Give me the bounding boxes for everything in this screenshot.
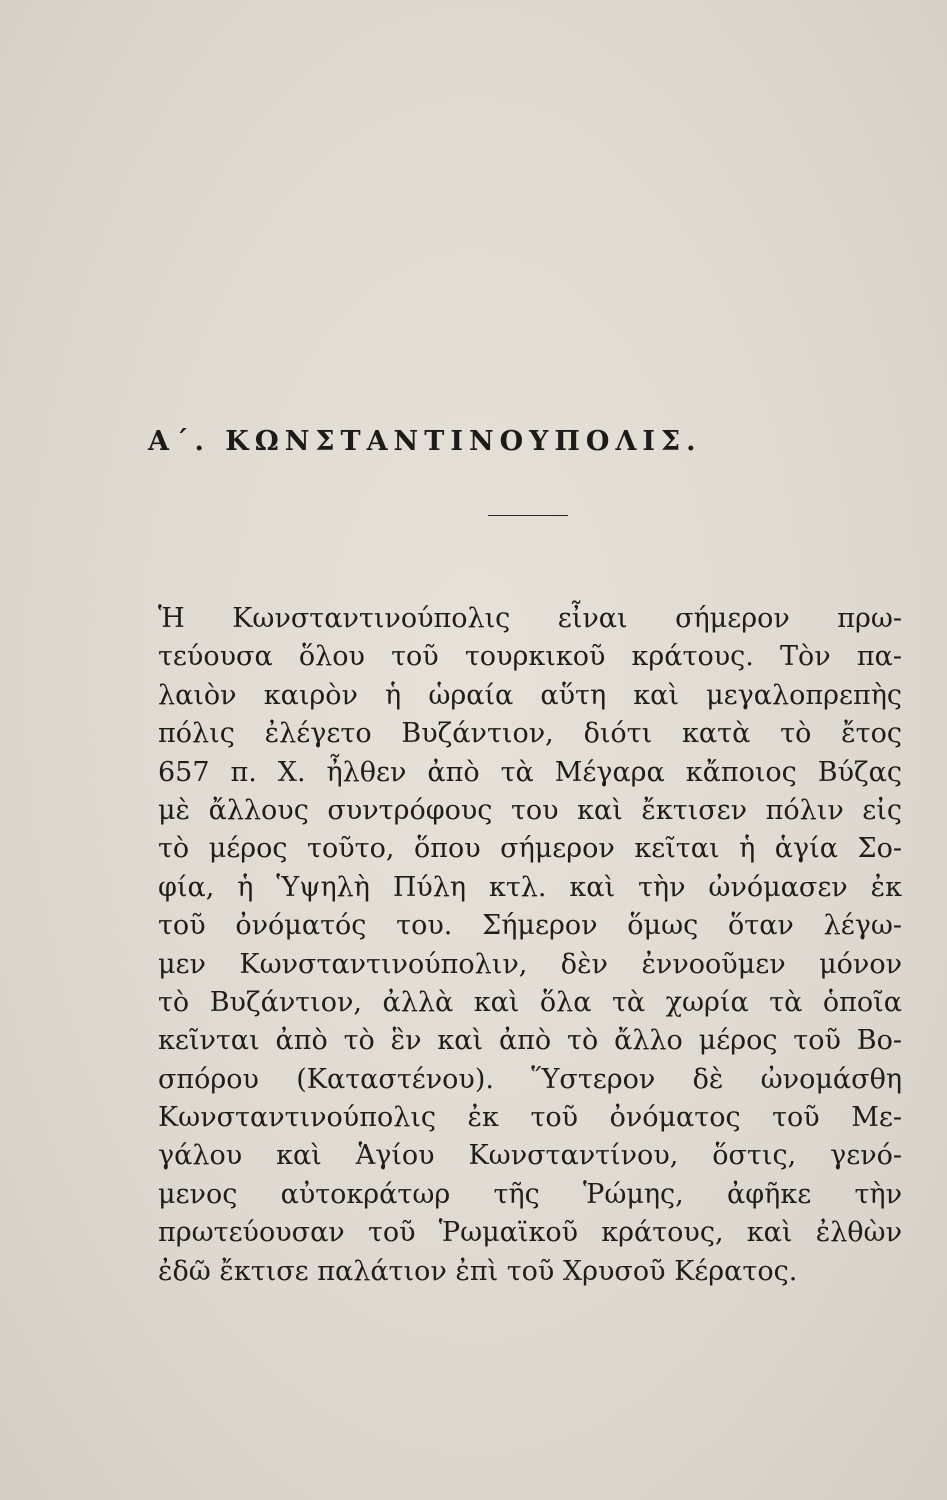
text-line: μενος αὐτοκράτωρ τῆς Ῥώμης, ἀφῆκε τὴν <box>158 1178 902 1210</box>
text-line: σπόρου (Καταστένου). Ὕστερον δὲ ὠνομάσθη <box>158 1063 902 1095</box>
text-line: ἐδῶ ἔκτισε παλάτιον ἐπὶ τοῦ Χρυσοῦ Κέρατος. <box>158 1255 798 1287</box>
text-line: φία, ἡ Ὑψηλὴ Πύλη κτλ. καὶ τὴν ὠνόμασεν ἐκ <box>158 871 902 903</box>
text-line: πρωτεύουσαν τοῦ Ῥωμαϊκοῦ κράτους, καὶ ἐλθὼν <box>158 1217 902 1249</box>
text-line: γάλου καὶ Ἁγίου Κωνσταντίνου, ὅστις, γενό- <box>158 1140 902 1172</box>
text-line: τὸ μέρος τοῦτο, ὅπου σήμερον κεῖται ἡ ἁγία Σο- <box>158 833 902 865</box>
body-paragraph <box>158 600 902 1291</box>
text-line: μεν Κωνσταντινούπολιν, δὲν ἐννοοῦμεν μόνον <box>158 948 902 980</box>
text-line: Κωνσταντινούπολις ἐκ τοῦ ὀνόματος τοῦ Με- <box>158 1102 902 1134</box>
text-line: πόλις ἐλέγετο Βυζάντιον, διότι κατὰ τὸ ἔτος <box>158 718 902 750</box>
text-line: Ἡ Κωνσταντινούπολις εἶναι σήμερον πρω- <box>158 603 902 634</box>
text-line: κεῖνται ἀπὸ τὸ ἓν καὶ ἀπὸ τὸ ἄλλο μέρος τοῦ Βο- <box>158 1025 902 1057</box>
text-line: μὲ ἄλλους συντρόφους του καὶ ἔκτισεν πόλιν εἰς <box>158 794 902 826</box>
text-line: τὸ Βυζάντιον, ἀλλὰ καὶ ὅλα τὰ χωρία τὰ ὁποῖα <box>158 986 902 1018</box>
text-line: λαιὸν καιρὸν ἡ ὡραία αὕτη καὶ μεγαλοπρεπὴς <box>158 679 902 711</box>
title-divider <box>488 515 568 516</box>
text-line: τεύουσα ὅλου τοῦ τουρκικοῦ κράτους. Τὸν πα- <box>158 641 902 673</box>
text-line: τοῦ ὀνόματός του. Σήμερον ὅμως ὅταν λέγω- <box>158 910 902 942</box>
chapter-title: Α΄. ΚΩΝΣΤΑΝΤΙΝΟΥΠΟΛΙΣ. <box>148 426 702 457</box>
text-line: 657 π. Χ. ἦλθεν ἀπὸ τὰ Μέγαρα κἄποιος Βύζας <box>158 756 902 788</box>
